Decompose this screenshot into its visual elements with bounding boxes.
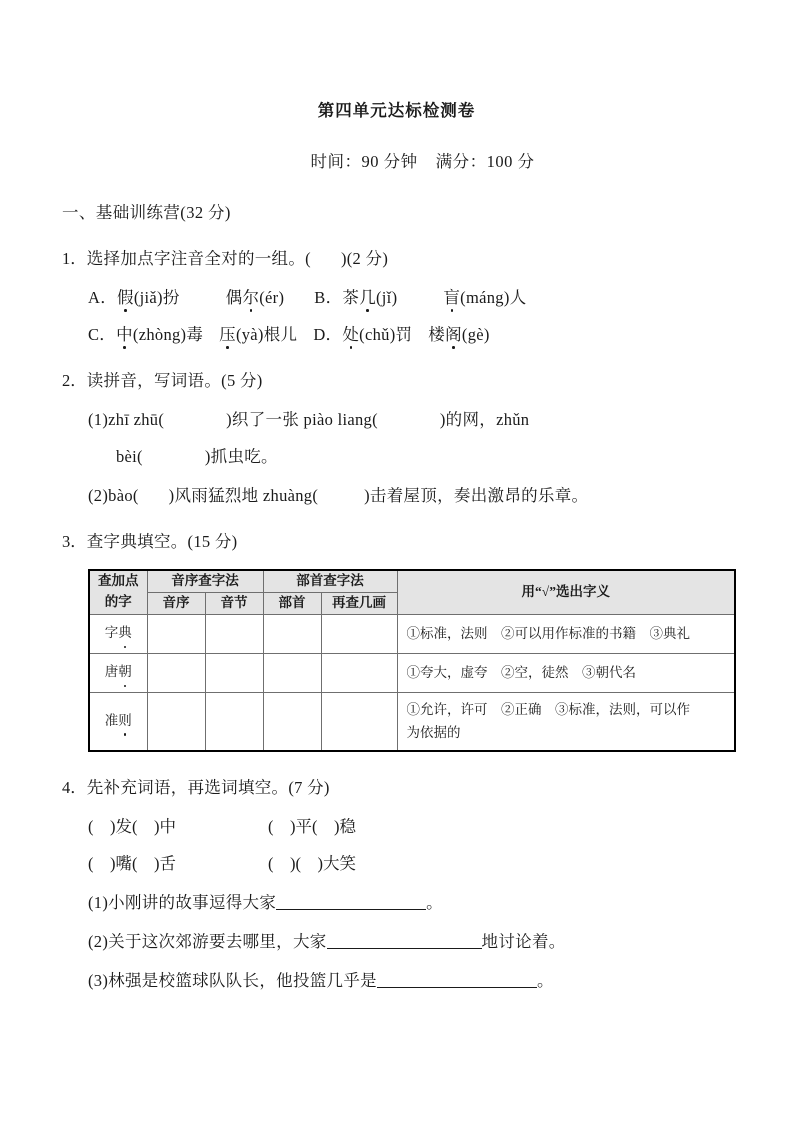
q2-item1-mid: )织了一张 piào liang( [226,409,378,429]
section-heading-1: 一、基础训练营(32 分) [62,202,231,222]
header-target-line1: 查加点 [98,573,139,589]
question-3-text: 查字典填空。(15 分) [86,531,238,551]
row-1-word-dotted: 典 [118,623,132,644]
question-2-item-1-line-1 [62,391,731,430]
question-1-options-line-2 [62,308,731,345]
header-target-character [89,570,147,614]
option-a-label: A． [88,287,118,307]
question-4-number: 4． [62,777,87,797]
question-4-stem [62,752,731,798]
q2-pinyin-bao: (2)bào( [88,485,139,505]
row-1-word-pre: 字 [104,625,119,641]
time-label: 时间：90 分钟 [310,151,418,171]
table-row [89,692,735,751]
fill-3-text: (3)林强是校篮球队队长，他投篮几乎是 [88,970,377,990]
exam-meta [62,121,731,172]
question-4-fill-3 [62,952,731,991]
question-3-number: 3． [62,531,87,551]
header-group-radical: 部首查字法 [263,570,397,592]
header-group-phonetic: 音序查字法 [147,570,263,592]
option-d-word2-pre: 楼 [428,324,446,344]
option-b-label: B． [314,287,343,307]
option-d-word2-dotted: 阁 [445,321,462,345]
row-1-yinxu-cell[interactable] [147,614,205,653]
row-1-yinjie-cell[interactable] [205,614,263,653]
row-2-word-pre: 唐 [104,664,119,680]
fill-1-answer-blank[interactable] [276,893,426,910]
row-3-meaning-line2: 为依据的 [406,725,461,741]
question-2-number: 2． [62,370,87,390]
row-3-word-pre: 准 [104,712,119,728]
header-sub-bushou: 部首 [263,592,321,614]
row-3-bihua-cell[interactable] [321,692,397,751]
option-b-word2-rest: (máng)人 [460,287,527,307]
q2-item2-mid: )风雨猛烈地 zhuàng( [168,485,319,505]
option-d-word1-rest: (chǔ)罚 [359,324,413,344]
q2-pinyin-bei: bèi( [116,446,143,466]
fill-3-answer-blank[interactable] [377,971,537,988]
row-2-yinxu-cell[interactable] [147,653,205,692]
row-2-word-dotted: 朝 [118,662,132,683]
page-title: 第四单元达标检测卷 [317,101,476,120]
question-2-item-2 [62,467,731,506]
question-4-idioms-line-2 [62,837,731,874]
row-3-meaning-line1: ①允许，许可 ②正确 ③标准，法则，可以作 [406,701,690,717]
option-b-word1-rest: (jǐ) [376,287,398,307]
question-4-fill-1 [62,874,731,913]
fill-3-period: 。 [536,970,554,990]
table-header-row-1 [89,570,735,592]
fill-1-period: 。 [426,892,443,912]
option-a-word1-dotted: 假 [117,284,134,308]
question-3-stem [62,506,731,552]
row-3-word [89,692,147,751]
header-sub-bihua: 再查几画 [321,592,397,614]
q2-item2-end: )击着屋顶，奏出激昂的乐章。 [364,485,589,505]
table-row [89,614,735,653]
fill-2-text: (2)关于这次郊游要去哪里，大家 [88,931,327,951]
row-1-word [89,614,147,653]
row-3-yinjie-cell[interactable] [205,692,263,751]
header-target-line2: 的字 [104,594,132,610]
table-row [89,653,735,692]
row-1-bihua-cell[interactable] [321,614,397,653]
q2-pinyin-zhizhu: (1)zhī zhū( [88,409,165,429]
row-2-yinjie-cell[interactable] [205,653,263,692]
option-b-word1-pre: 茶 [342,287,360,307]
idiom-1-blank[interactable]: ( )发( )中 [88,816,176,836]
option-a-word2-dotted: 尔 [242,284,259,308]
row-2-bushou-cell[interactable] [263,653,321,692]
question-4-text: 先补充词语，再选词填空。(7 分) [86,777,330,797]
row-3-bushou-cell[interactable] [263,692,321,751]
option-c-word1-dotted: 中 [116,321,133,345]
question-4-idioms-line-1 [62,798,731,837]
question-1-paren-close: )(2 分) [340,248,389,268]
fill-1-text: (1)小刚讲的故事逗得大家 [88,892,277,912]
option-c-word2-dotted: 压 [219,321,236,345]
row-2-meaning[interactable]: ①夸大，虚夸 ②空，徒然 ③朝代名 [397,653,735,692]
option-d-label: D． [313,324,343,344]
option-c-label: C． [88,324,117,344]
option-b-word1-dotted: 几 [359,284,376,308]
option-c-word1-rest: (zhòng)毒 [132,324,204,344]
question-1-number: 1． [62,248,87,268]
header-sub-yinjie: 音节 [205,592,263,614]
option-a-word2-rest: (ér) [259,287,285,307]
row-3-yinxu-cell[interactable] [147,692,205,751]
option-a-word1-rest: (jiǎ)扮 [133,287,180,307]
question-1-options-line-1 [62,269,731,308]
row-3-meaning[interactable] [397,692,735,751]
row-2-bihua-cell[interactable] [321,653,397,692]
fill-2-answer-blank[interactable] [327,932,482,949]
option-d-word1-dotted: 处 [342,321,359,345]
option-c-word2-rest: (yà)根儿 [235,324,298,344]
option-b-word2-dotted: 盲 [443,284,460,308]
question-2-item-1-line-2 [62,430,731,467]
q2-item1-tail: )抓虫吃。 [204,446,278,466]
question-2-stem [62,345,731,391]
option-d-word2-rest: (gè) [461,324,490,344]
dictionary-lookup-table [88,569,736,752]
dictionary-table-wrapper [62,552,731,752]
idiom-4-blank[interactable]: ( )( )大笑 [267,853,356,873]
header-select-meaning: 用“√”选出字义 [397,570,735,614]
row-1-meaning[interactable]: ①标准，法则 ②可以用作标准的书籍 ③典礼 [397,614,735,653]
question-4-fill-2 [62,913,731,952]
question-2-text: 读拼音，写词语。(5 分) [86,370,263,390]
idiom-3-blank[interactable]: ( )嘴( )舌 [88,853,176,873]
question-1-text: 选择加点字注音全对的一组。( [86,248,311,268]
row-1-bushou-cell[interactable] [263,614,321,653]
row-3-word-dotted: 则 [118,711,132,732]
row-2-word [89,653,147,692]
header-sub-yinxu: 音序 [147,592,205,614]
option-a-word2-pre: 偶 [225,287,243,307]
question-1-stem [62,223,731,269]
q2-item1-end: )的网，zhǔn [439,409,530,429]
fill-2-tail: 地讨论着。 [481,931,566,951]
score-label: 满分：100 分 [435,151,535,171]
idiom-2-blank[interactable]: ( )平( )稳 [267,816,356,836]
